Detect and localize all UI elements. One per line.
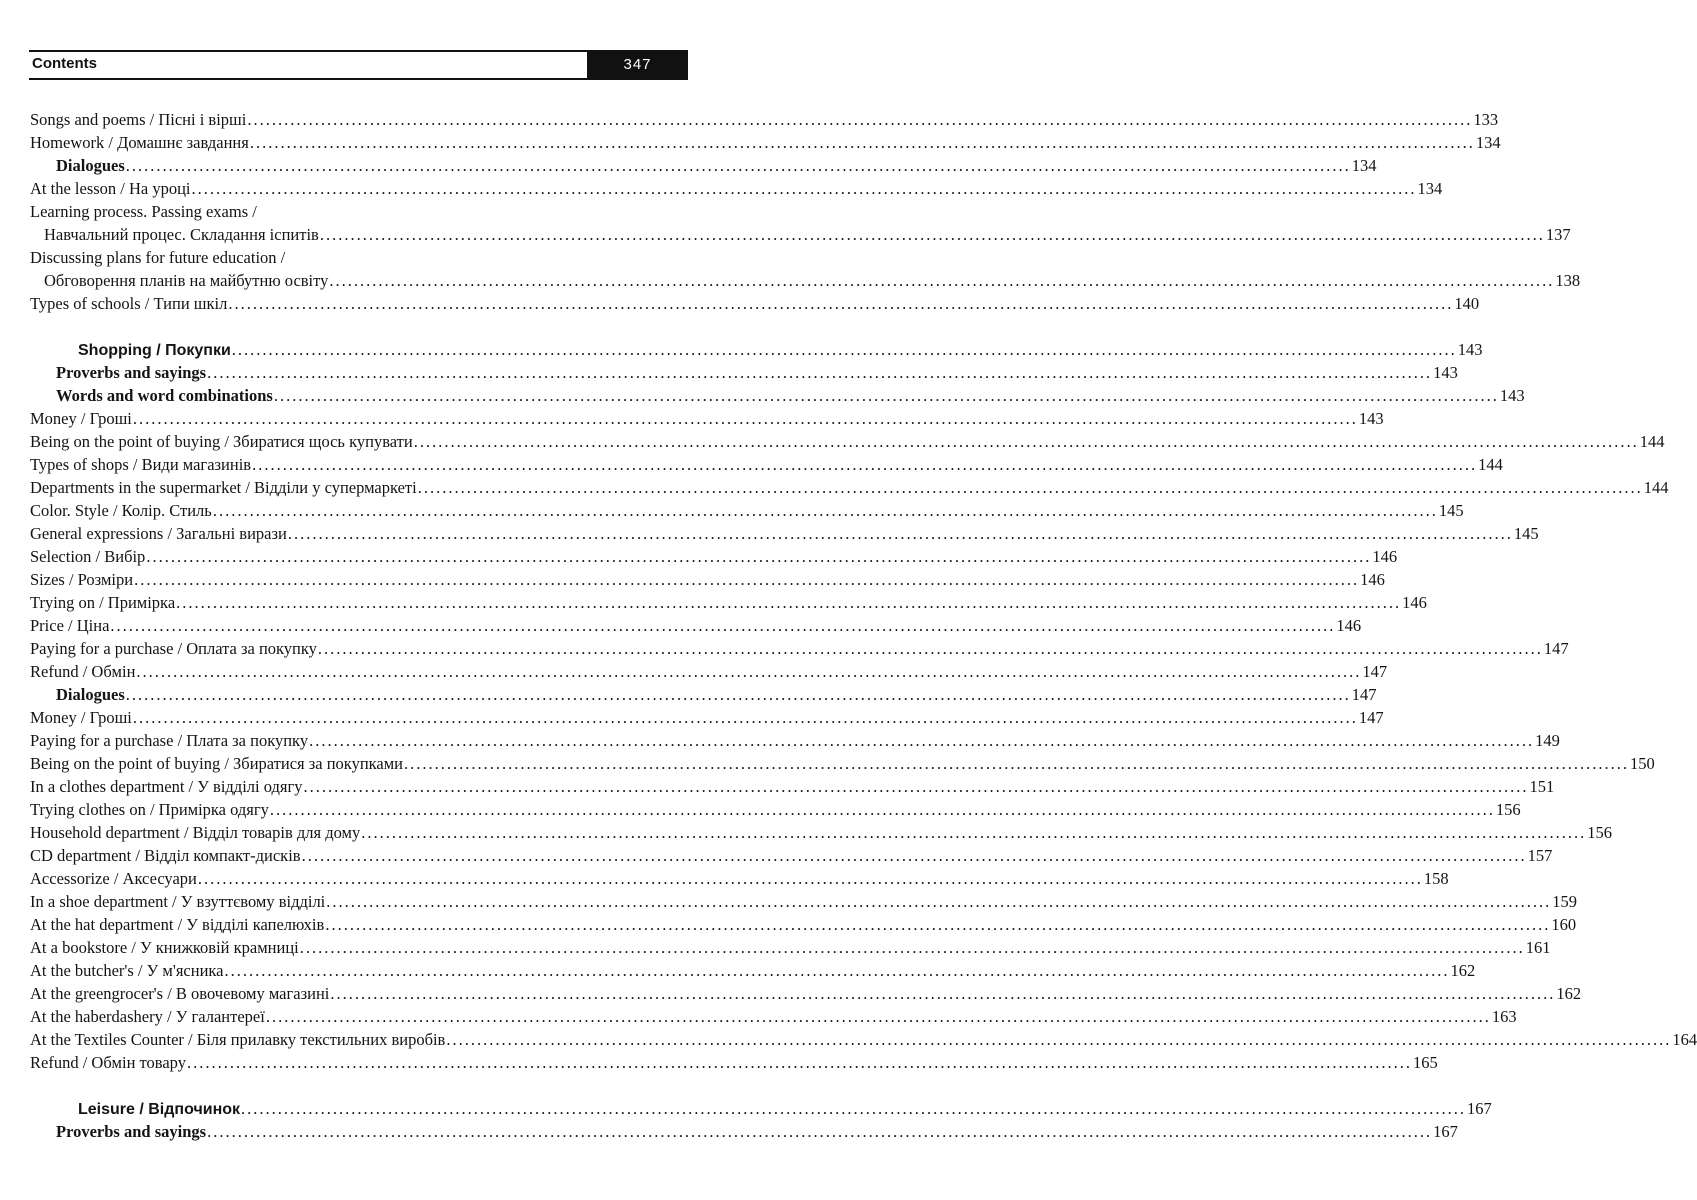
toc-entry-page: 134 [1417,179,1443,198]
toc-entry-label: Types of shops / Види магазинів [30,455,252,474]
toc-entry-label: Обговорення планів на майбутню освіту [44,271,329,290]
toc-entry-label: Departments in the supermarket / Відділи у супермаркеті [30,478,417,497]
dot-leader: ........................................................................................................................................................................................................ [207,363,1433,382]
toc-entry-page: 149 [1535,731,1560,750]
toc-entry[interactable] [30,936,1551,959]
toc-entry[interactable] [30,200,686,223]
page-number-box [587,52,688,78]
toc-entry-label: At the haberdashery / У галантереї [30,1007,265,1026]
toc-entry-label: At the lesson / На уроці [30,179,191,198]
toc-entry[interactable] [30,384,1525,407]
toc-entry[interactable] [30,177,1443,200]
toc-entry-page: 140 [1454,294,1480,313]
toc-entry-page: 138 [1555,271,1581,290]
dot-leader: ........................................................................................................................................................................................................ [265,1007,1491,1026]
header-title: Contents [32,55,97,72]
toc-entry[interactable] [30,407,1384,430]
toc-entry[interactable] [30,1028,1697,1051]
dot-leader: ........................................................................................................................................................................................................ [132,708,1358,727]
toc-entry[interactable] [30,959,1476,982]
toc-entry-page: 143 [1433,363,1458,382]
dot-leader: ........................................................................................................................................................................................................ [134,570,1360,589]
toc-entry-label: Trying on / Примірка [30,593,176,612]
toc-entry-label: Color. Style / Колір. Стиль [30,501,212,520]
header-bottom-rule [29,78,688,80]
dot-leader: ........................................................................................................................................................................................................ [303,777,1529,796]
toc-entry[interactable] [30,775,1555,798]
toc-entry[interactable] [30,890,1578,913]
table-of-contents [30,108,1697,1143]
toc-entry-page: 158 [1423,869,1449,888]
toc-entry-page: 144 [1639,432,1665,451]
toc-entry-label: At the Textiles Counter / Біля прилавку текстильних виробів [30,1030,446,1049]
toc-entry-page: 145 [1513,524,1539,543]
toc-entry-label: Price / Ціна [30,616,110,635]
dot-leader: ........................................................................................................................................................................................................ [241,1099,1467,1118]
toc-entry-label: Dialogues [56,685,125,704]
toc-entry-page: 143 [1457,340,1483,359]
dot-leader: ........................................................................................................................................................................................................ [212,501,1438,520]
toc-entry[interactable] [30,246,686,269]
toc-entry-label: At a bookstore / У книжковій крамниці [30,938,299,957]
dot-leader: ........................................................................................................................................................................................................ [186,1053,1412,1072]
dot-leader: ........................................................................................................................................................................................................ [125,685,1351,704]
toc-entry-page: 137 [1545,225,1571,244]
dot-leader: ........................................................................................................................................................................................................ [309,731,1535,750]
toc-entry[interactable] [30,108,1499,131]
toc-entry[interactable] [30,292,1480,315]
dot-leader: ........................................................................................................................................................................................................ [110,616,1336,635]
toc-entry-label: Dialogues [56,156,125,175]
dot-leader: ........................................................................................................................................................................................................ [176,593,1402,612]
toc-entry-page: 134 [1351,156,1377,175]
dot-leader: ........................................................................................................................................................................................................ [252,455,1478,474]
dot-leader: ........................................................................................................................................................................................................ [249,133,1475,152]
toc-entry-label: Being on the point of buying / Збиратися за покупками [30,754,404,773]
toc-entry-page: 146 [1402,593,1427,612]
toc-entry-page: 163 [1491,1007,1517,1026]
dot-leader: ........................................................................................................................................................................................................ [326,892,1552,911]
dot-leader: ........................................................................................................................................................................................................ [269,800,1495,819]
toc-entry-label: Discussing plans for future education / [30,248,286,267]
toc-entry-page: 146 [1360,570,1385,589]
toc-entry-label: Songs and poems / Пісні і вірші [30,110,247,129]
dot-leader: ........................................................................................................................................................................................................ [299,938,1525,957]
toc-entry-label: General expressions / Загальні вирази [30,524,287,543]
toc-entry-label: Homework / Домашнє завдання [30,133,249,152]
toc-entry-page: 147 [1351,685,1377,704]
toc-entry-page: 134 [1475,133,1501,152]
toc-entry[interactable] [30,154,1377,177]
toc-entry-page: 151 [1529,777,1555,796]
toc-entry[interactable] [30,706,1384,729]
toc-entry-page: 150 [1630,754,1655,773]
dot-leader: ........................................................................................................................................................................................................ [361,823,1587,842]
toc-entry-label: Household department / Відділ товарів для дому [30,823,361,842]
toc-entry-label: Money / Гроші [30,708,132,727]
toc-entry[interactable] [30,798,1521,821]
toc-entry-label: Sizes / Розміри [30,570,134,589]
toc-entry-label: Selection / Вибір [30,547,146,566]
toc-entry[interactable] [30,1120,1458,1143]
dot-leader: ........................................................................................................................................................................................................ [207,1122,1433,1141]
toc-entry[interactable] [30,752,1655,775]
toc-entry-label: At the greengrocer's / В овочевому магазині [30,984,330,1003]
toc-entry[interactable] [30,660,1388,683]
toc-entry[interactable] [30,453,1503,476]
toc-entry[interactable] [30,269,1581,292]
dot-leader: ........................................................................................................................................................................................................ [330,984,1556,1003]
toc-entry-label: Money / Гроші [30,409,132,428]
dot-leader: ........................................................................................................................................................................................................ [191,179,1417,198]
toc-entry-page: 162 [1556,984,1582,1003]
toc-entry-page: 146 [1372,547,1398,566]
toc-entry-label: Paying for a purchase / Оплата за покупку [30,639,317,658]
dot-leader: ........................................................................................................................................................................................................ [228,294,1454,313]
section-gap [30,1074,686,1097]
toc-entry-page: 159 [1552,892,1578,911]
toc-entry-page: 145 [1438,501,1464,520]
dot-leader: ........................................................................................................................................................................................................ [273,386,1499,405]
toc-entry[interactable] [30,430,1665,453]
toc-entry-label: Paying for a purchase / Плата за покупку [30,731,309,750]
toc-entry-label: At the hat department / У відділі капелюхів [30,915,325,934]
dot-leader: ........................................................................................................................................................................................................ [413,432,1639,451]
toc-entry-label: In a shoe department / У взуттєвому відділі [30,892,326,911]
dot-leader: ........................................................................................................................................................................................................ [132,409,1358,428]
toc-entry[interactable] [30,1051,1438,1074]
dot-leader: ........................................................................................................................................................................................................ [417,478,1643,497]
toc-entry-label: Refund / Обмін [30,662,136,681]
dot-leader: ........................................................................................................................................................................................................ [287,524,1513,543]
toc-entry-label: Trying clothes on / Примірка одягу [30,800,269,819]
dot-leader: ........................................................................................................................................................................................................ [317,639,1543,658]
dot-leader: ........................................................................................................................................................................................................ [446,1030,1672,1049]
toc-entry-page: 147 [1362,662,1388,681]
toc-entry-label: Learning process. Passing exams / [30,202,257,221]
toc-entry[interactable] [30,1005,1517,1028]
toc-entry-label: Shopping / Покупки [78,342,231,359]
toc-entry-label: Refund / Обмін товару [30,1053,186,1072]
toc-entry-page: 143 [1358,409,1384,428]
toc-entry[interactable] [30,683,1377,706]
toc-entry-label: Навчальний процес. Складання іспитів [44,225,319,244]
toc-entry-label: At the butcher's / У м'ясника [30,961,224,980]
toc-entry-label: Being on the point of buying / Збиратися щось купувати [30,432,413,451]
toc-entry-page: 162 [1450,961,1476,980]
toc-entry[interactable] [30,729,1560,752]
toc-entry[interactable] [30,499,1464,522]
toc-entry-page: 147 [1543,639,1569,658]
toc-entry[interactable] [30,913,1577,936]
toc-entry-label: Types of schools / Типи шкіл [30,294,228,313]
toc-entry-page: 156 [1495,800,1521,819]
toc-entry-label: Proverbs and sayings [56,1122,207,1141]
dot-leader: ........................................................................................................................................................................................................ [247,110,1473,129]
toc-entry[interactable] [30,614,1362,637]
toc-entry[interactable] [30,223,1571,246]
dot-leader: ........................................................................................................................................................................................................ [325,915,1551,934]
toc-entry[interactable] [30,361,1458,384]
toc-entry[interactable] [30,522,1539,545]
toc-entry[interactable] [30,545,1398,568]
toc-entry-page: 167 [1467,1099,1492,1118]
dot-leader: ........................................................................................................................................................................................................ [329,271,1555,290]
page-number: 347 [623,56,652,73]
toc-entry-page: 157 [1527,846,1553,865]
toc-entry[interactable] [30,591,1427,614]
dot-leader: ........................................................................................................................................................................................................ [136,662,1362,681]
toc-entry-label: Leisure / Відпочинок [78,1101,241,1118]
section-gap [30,315,686,338]
toc-entry-label: Proverbs and sayings [56,363,207,382]
toc-section-heading[interactable] [30,338,1483,361]
dot-leader: ........................................................................................................................................................................................................ [224,961,1450,980]
toc-entry[interactable] [30,982,1582,1005]
toc-entry-label: In a clothes department / У відділі одягу [30,777,303,796]
toc-entry[interactable] [30,131,1501,154]
dot-leader: ........................................................................................................................................................................................................ [319,225,1545,244]
toc-entry[interactable] [30,821,1612,844]
toc-entry-page: 147 [1358,708,1384,727]
toc-entry-page: 164 [1672,1030,1697,1049]
toc-entry-page: 167 [1433,1122,1458,1141]
dot-leader: ........................................................................................................................................................................................................ [197,869,1423,888]
toc-entry[interactable] [30,867,1449,890]
toc-entry-page: 143 [1499,386,1525,405]
toc-entry-page: 133 [1473,110,1499,129]
dot-leader: ........................................................................................................................................................................................................ [125,156,1351,175]
toc-entry-page: 161 [1525,938,1551,957]
toc-entry[interactable] [30,568,1385,591]
running-header [29,50,688,80]
toc-entry[interactable] [30,476,1669,499]
toc-entry-label: Accessorize / Аксесуари [30,869,197,888]
dot-leader: ........................................................................................................................................................................................................ [231,340,1457,359]
toc-entry-page: 160 [1551,915,1577,934]
toc-entry[interactable] [30,637,1569,660]
toc-entry-page: 144 [1643,478,1669,497]
toc-entry-label: CD department / Відділ компакт-дисків [30,846,301,865]
toc-entry-page: 146 [1336,616,1362,635]
toc-entry-page: 144 [1478,455,1503,474]
dot-leader: ........................................................................................................................................................................................................ [301,846,1527,865]
dot-leader: ........................................................................................................................................................................................................ [404,754,1630,773]
toc-section-heading[interactable] [30,1097,1492,1120]
toc-entry[interactable] [30,844,1553,867]
toc-entry-label: Words and word combinations [56,386,273,405]
dot-leader: ........................................................................................................................................................................................................ [146,547,1372,566]
toc-entry-page: 165 [1412,1053,1438,1072]
toc-entry-page: 156 [1587,823,1612,842]
